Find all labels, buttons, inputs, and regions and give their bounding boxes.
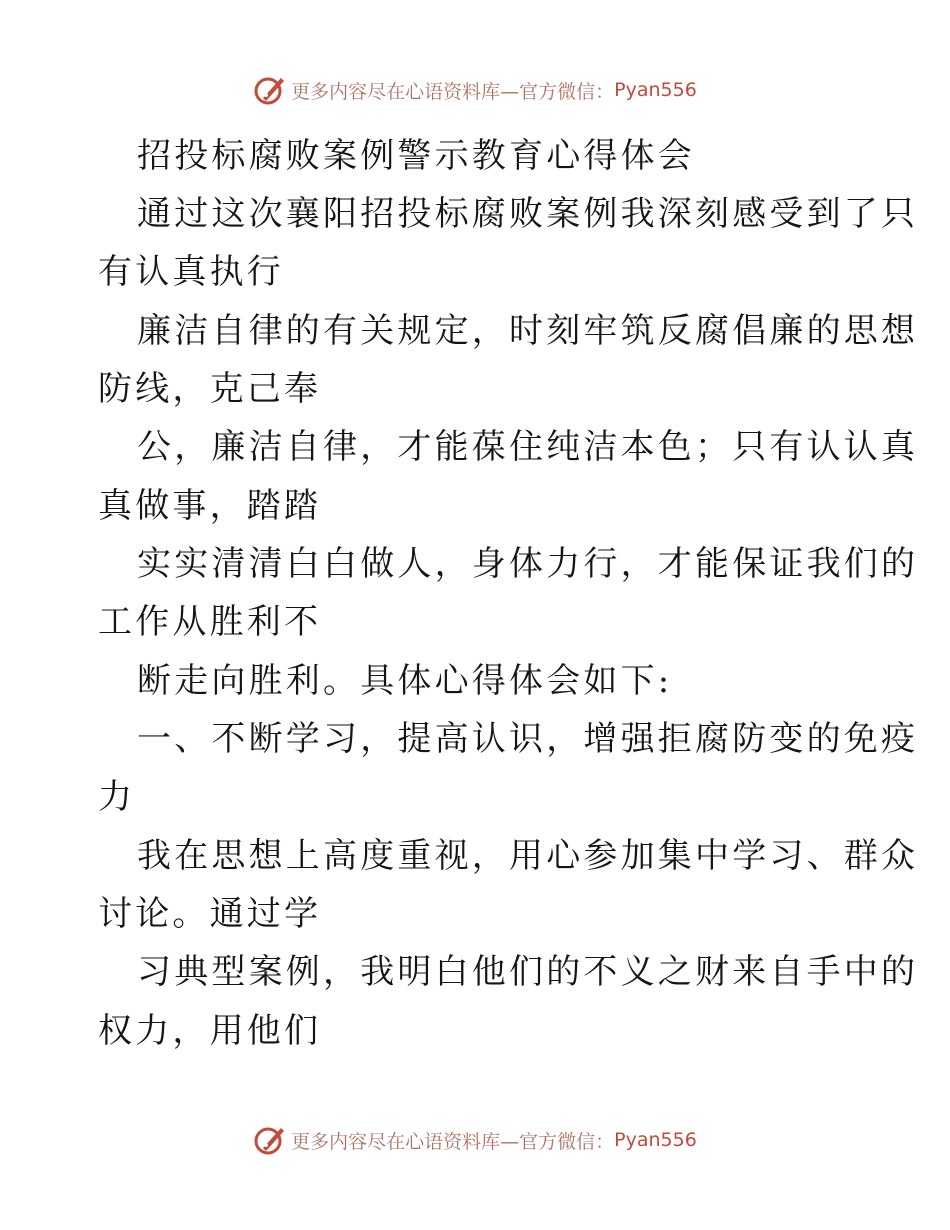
paragraph-line: 工作从胜利不 xyxy=(98,602,322,642)
paragraph-line: 廉洁自律的有关规定，时刻牢筑反腐倡廉的思想 xyxy=(137,311,919,351)
section-heading: 一、不断学习，提高认识，增强拒腐防变的免疫 xyxy=(137,719,919,759)
paragraph-line: 真做事，踏踏 xyxy=(98,486,322,526)
header-banner xyxy=(0,74,950,106)
paragraph-line: 权力，用他们 xyxy=(98,1011,322,1051)
footer-banner-text: 更多内容尽在心语资料库—官方微信： xyxy=(291,1130,615,1153)
pen-seal-logo-icon xyxy=(253,74,287,106)
paragraph-line: 公，廉洁自律，才能葆住纯洁本色；只有认认真 xyxy=(137,427,919,467)
paragraph-line: 我在思想上高度重视，用心参加集中学习、群众 xyxy=(137,836,919,876)
paragraph-line: 讨论。通过学 xyxy=(98,894,322,934)
paragraph-line: 通过这次襄阳招投标腐败案例我深刻感受到了只 xyxy=(137,194,919,234)
pen-seal-logo-icon xyxy=(253,1124,287,1156)
paragraph-line: 有认真执行 xyxy=(98,252,284,292)
header-banner-text: 更多内容尽在心语资料库—官方微信： xyxy=(291,80,615,103)
document-title: 招投标腐败案例警示教育心得体会 xyxy=(137,136,695,176)
paragraph-line: 习典型案例，我明白他们的不义之财来自手中的 xyxy=(137,952,919,992)
paragraph-line: 防线，克己奉 xyxy=(98,369,322,409)
header-wechat-handle: Pyan556 xyxy=(614,79,697,101)
paragraph-line: 实实清清白白做人，身体力行，才能保证我们的 xyxy=(137,544,919,584)
footer-wechat-handle: Pyan556 xyxy=(614,1129,697,1151)
footer-banner xyxy=(0,1124,950,1156)
section-heading-continued: 力 xyxy=(98,777,136,817)
paragraph-line: 断走向胜利。具体心得体会如下: xyxy=(137,661,673,701)
